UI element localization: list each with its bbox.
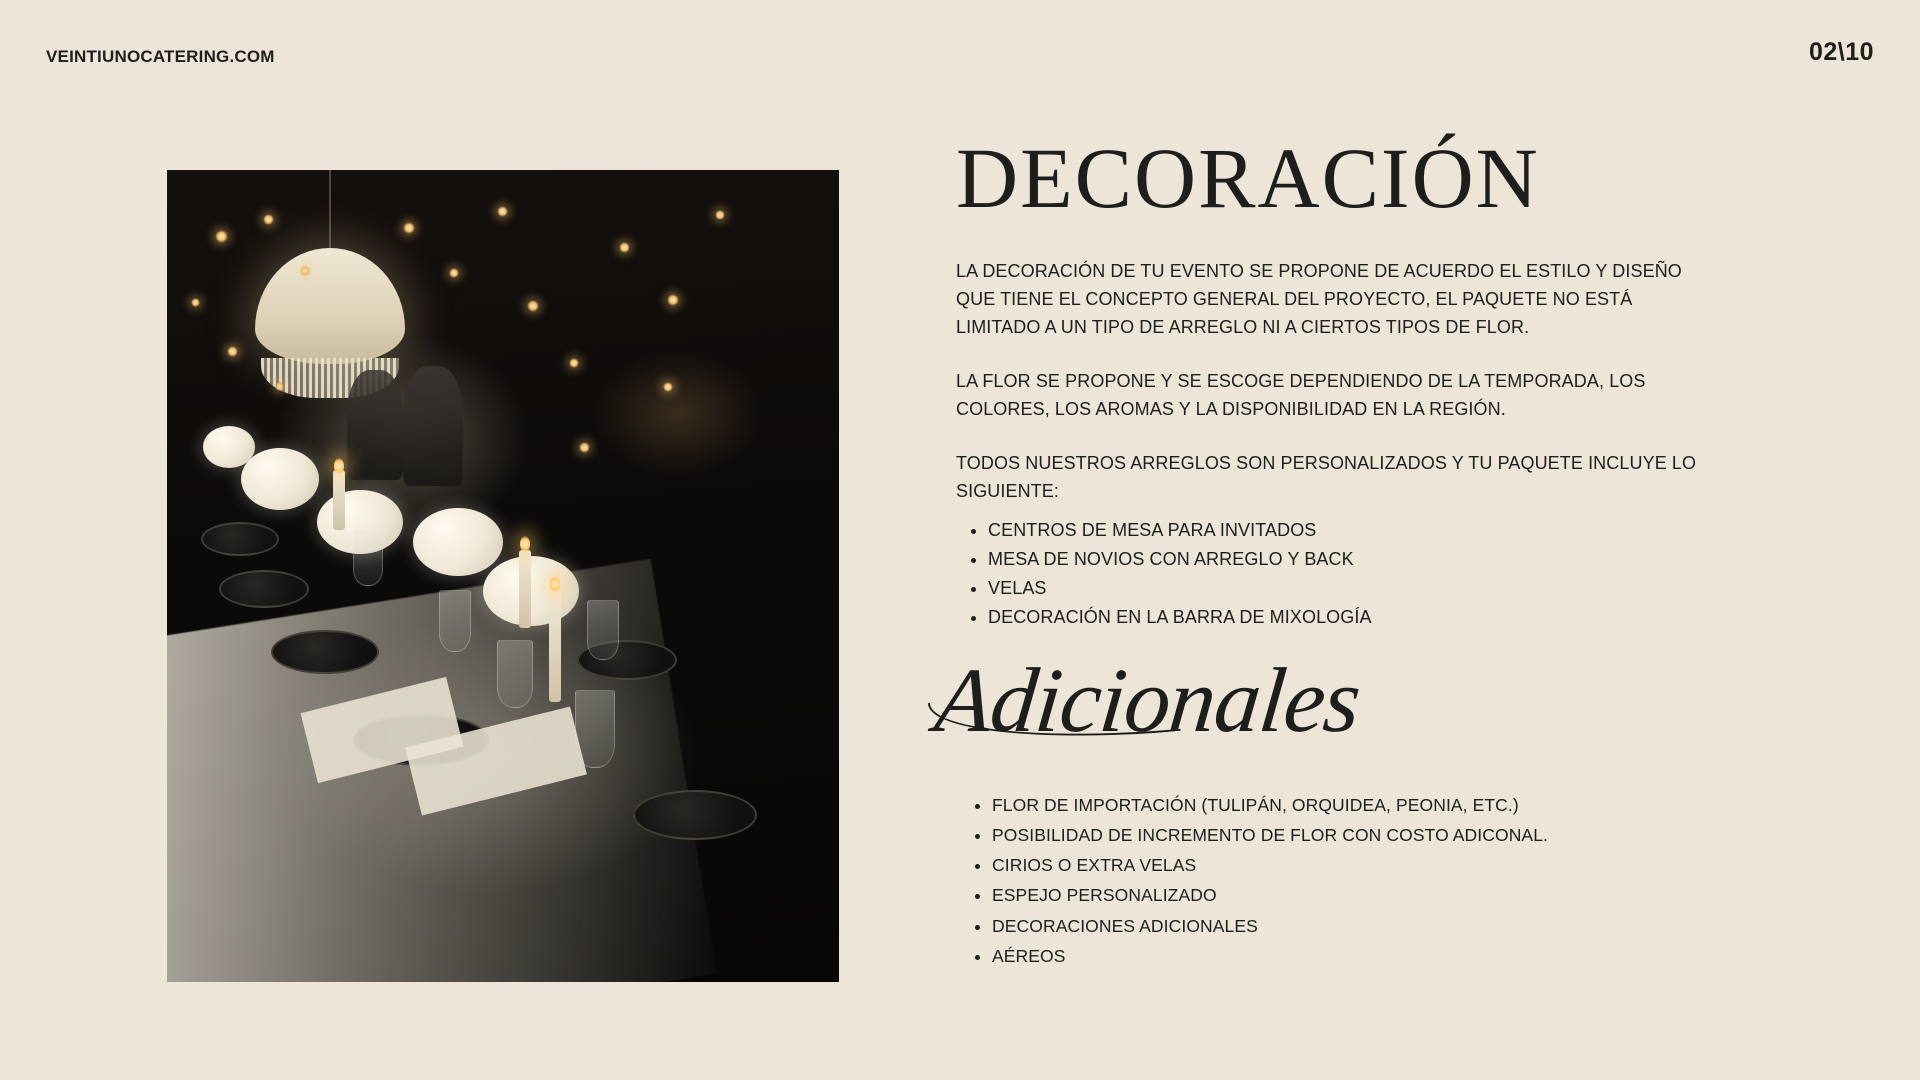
hanging-bulb-icon — [191, 298, 200, 307]
flower-arrangement — [483, 556, 579, 626]
hanging-bulb-icon — [227, 346, 238, 357]
flower-arrangement — [241, 448, 319, 510]
decor-photo — [167, 170, 839, 982]
page-number: 02\10 — [1808, 38, 1874, 66]
lamp-cord — [329, 170, 331, 250]
candle — [333, 470, 345, 530]
candle-flame — [550, 576, 560, 592]
hanging-bulb-icon — [663, 382, 673, 392]
extras-items-list — [956, 790, 1716, 971]
paragraph-1: LA DECORACIÓN DE TU EVENTO SE PROPONE DE ACUERDO EL ESTILO Y DISEÑO QUE TIENE EL CONCEPTO GENERAL DEL PROYECTO, EL PAQUETE NO ESTÁ LIMITADO A UN TIPO DE ARREGLO NI A CIERTOS TIPOS DE FLOR. — [956, 261, 1682, 338]
flower-arrangement — [203, 426, 255, 468]
flower-arrangement — [413, 508, 503, 576]
hanging-bulb-icon — [300, 266, 310, 276]
list-item: • CIRIOS O EXTRA VELAS — [992, 850, 1716, 880]
hanging-bulb-icon — [215, 230, 228, 243]
hanging-bulb-icon — [275, 382, 284, 391]
hanging-bulb-icon — [403, 222, 415, 234]
photo-scene — [167, 170, 839, 982]
dinner-plate — [201, 522, 279, 556]
hanging-bulb-icon — [449, 268, 459, 278]
wine-glass — [353, 530, 383, 586]
paragraph-2: LA FLOR SE PROPONE Y SE ESCOGE DEPENDIENDO DE LA TEMPORADA, LOS COLORES, LOS AROMAS Y LA DISPONIBILIDAD EN LA REGIÓN. — [956, 371, 1646, 420]
list-item: • AÉREOS — [992, 941, 1716, 971]
lampshade — [255, 248, 405, 364]
hanging-bulb-icon — [619, 242, 630, 253]
hanging-bulb-icon — [667, 294, 679, 306]
slide-content — [930, 130, 1716, 971]
dinner-plate — [633, 790, 757, 840]
candle-flame — [334, 458, 344, 474]
guest-silhouette — [403, 366, 463, 486]
site-url: VEINTIUNOCATERING.COM — [46, 47, 275, 66]
hanging-bulb-icon — [497, 206, 508, 217]
candle-flame — [520, 536, 530, 552]
extras-heading-text: Adicionales — [930, 649, 1365, 752]
included-items-list — [956, 516, 1716, 633]
list-item: • DECORACIÓN EN LA BARRA DE MIXOLOGÍA — [988, 603, 1716, 632]
wine-glass — [587, 600, 619, 660]
list-item: • MESA DE NOVIOS CON ARREGLO Y BACK — [988, 545, 1716, 574]
hanging-bulb-icon — [263, 214, 274, 225]
list-item: • DECORACIONES ADICIONALES — [992, 911, 1716, 941]
list-item: • CENTROS DE MESA PARA INVITADOS — [988, 516, 1716, 545]
hanging-bulb-icon — [527, 300, 539, 312]
dinner-plate — [271, 630, 379, 674]
guest-silhouette — [347, 370, 403, 480]
paragraph-3: TODOS NUESTROS ARREGLOS SON PERSONALIZADOS Y TU PAQUETE INCLUYE LO SIGUIENTE: — [956, 453, 1697, 502]
hanging-bulb-icon — [715, 210, 725, 220]
hanging-bulb-icon — [579, 442, 590, 453]
wine-glass — [497, 640, 533, 708]
list-item: • ESPEJO PERSONALIZADO — [992, 880, 1716, 910]
list-item: • POSIBILIDAD DE INCREMENTO DE FLOR CON COSTO ADICONAL. — [992, 820, 1716, 850]
extras-heading — [930, 649, 1721, 752]
candle — [519, 550, 531, 628]
candle — [549, 590, 561, 702]
extras-section — [956, 790, 1716, 971]
dinner-plate — [219, 570, 309, 608]
list-item: • VELAS — [988, 574, 1716, 603]
page-title: DECORACIÓN — [956, 130, 1540, 226]
list-item: • FLOR DE IMPORTACIÓN (TULIPÁN, ORQUIDEA, PEONIA, ETC.) — [992, 790, 1716, 820]
hanging-bulb-icon — [569, 358, 579, 368]
wine-glass — [439, 590, 471, 652]
